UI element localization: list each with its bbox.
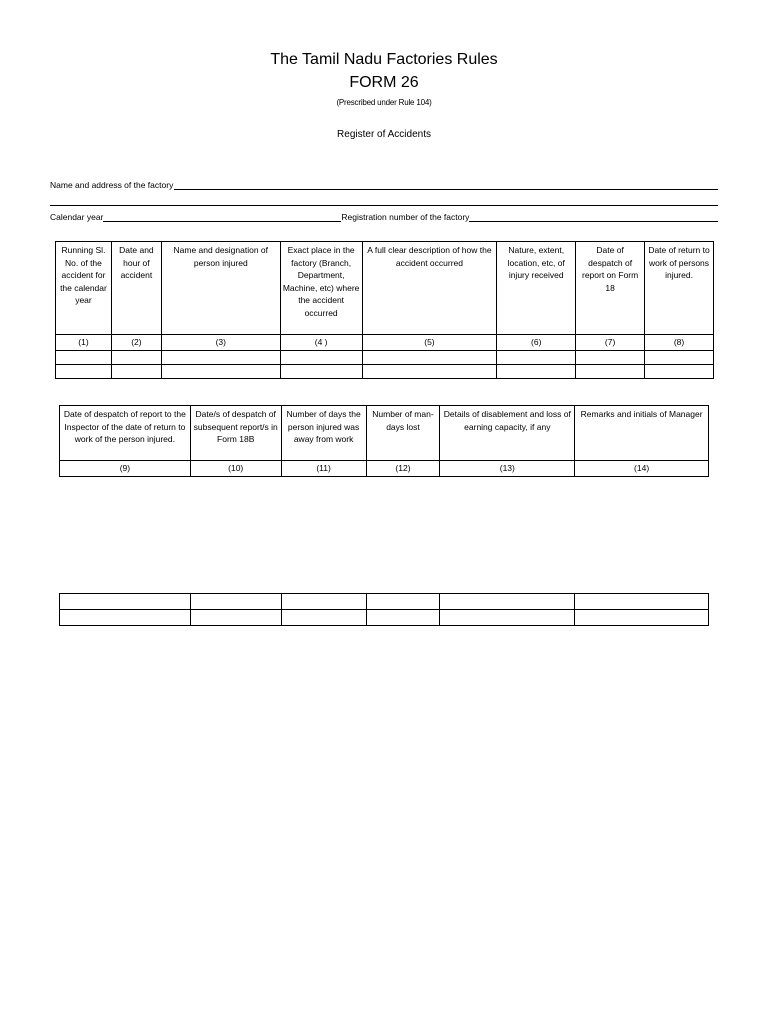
- table-cell[interactable]: [56, 364, 112, 378]
- table-cell[interactable]: [161, 350, 280, 364]
- table1-header-cell: Name and designation of person injured: [161, 242, 280, 335]
- register-heading: Register of Accidents: [337, 129, 431, 140]
- accident-register-table-part2: [59, 405, 709, 477]
- calendar-registration-field: [50, 212, 718, 222]
- table2-header-cell: Date/s of despatch of subsequent report/s in Form 18B: [190, 406, 281, 461]
- column-number: (13): [440, 461, 575, 477]
- column-number: (12): [366, 461, 440, 477]
- table-cell[interactable]: [575, 594, 709, 610]
- document-title: The Tamil Nadu Factories Rules: [270, 51, 498, 68]
- column-number: (9): [60, 461, 191, 477]
- table-cell[interactable]: [190, 594, 281, 610]
- accident-register-entry-table: [59, 593, 709, 626]
- table-cell[interactable]: [111, 350, 161, 364]
- column-number: (3): [161, 335, 280, 351]
- table-cell[interactable]: [362, 364, 497, 378]
- factory-name-address-label: Name and address of the factory: [50, 180, 174, 190]
- table2-header-cell: Date of despatch of report to the Inspector of the date of return to work of the person injured.: [60, 406, 191, 461]
- table-cell[interactable]: [56, 350, 112, 364]
- table-cell[interactable]: [645, 364, 714, 378]
- table2-header-cell: Number of man-days lost: [366, 406, 440, 461]
- column-number: (2): [111, 335, 161, 351]
- table-cell[interactable]: [497, 350, 576, 364]
- prescribed-note: (Prescribed under Rule 104): [336, 98, 432, 107]
- table-cell[interactable]: [190, 610, 281, 626]
- table-row: [56, 350, 714, 364]
- table1-header-cell: Date of return to work of persons injured.: [645, 242, 714, 335]
- table-cell[interactable]: [576, 350, 645, 364]
- table-cell[interactable]: [440, 610, 575, 626]
- table2-number-row: [60, 461, 709, 477]
- column-number: (5): [362, 335, 497, 351]
- table-cell[interactable]: [575, 610, 709, 626]
- column-number: (1): [56, 335, 112, 351]
- table1-number-row: [56, 335, 714, 351]
- table-cell[interactable]: [280, 350, 362, 364]
- table1-header-cell: Running Sl. No. of the accident for the calendar year: [56, 242, 112, 335]
- table2-header-cell: Details of disablement and loss of earning capacity, if any: [440, 406, 575, 461]
- column-number: (10): [190, 461, 281, 477]
- table1-header-cell: Nature, extent, location, etc, of injury received: [497, 242, 576, 335]
- column-number: (11): [281, 461, 366, 477]
- table-cell[interactable]: [111, 364, 161, 378]
- table-cell[interactable]: [60, 610, 191, 626]
- table-row: [60, 610, 709, 626]
- form-number: FORM 26: [349, 74, 419, 91]
- table-cell[interactable]: [645, 350, 714, 364]
- table-cell[interactable]: [161, 364, 280, 378]
- factory-address-second-line[interactable]: [50, 205, 718, 206]
- factory-name-address-field: [50, 180, 718, 190]
- table-cell[interactable]: [576, 364, 645, 378]
- table1-header-cell: Date of despatch of report on Form 18: [576, 242, 645, 335]
- table2-header-cell: Remarks and initials of Manager: [575, 406, 709, 461]
- calendar-year-label: Calendar year: [50, 212, 104, 222]
- registration-number-label: Registration number of the factory: [341, 212, 470, 222]
- table-cell[interactable]: [362, 350, 497, 364]
- accident-register-table-part1: [55, 241, 714, 379]
- table1-header-cell: Date and hour of accident: [111, 242, 161, 335]
- table-cell[interactable]: [280, 364, 362, 378]
- table-cell[interactable]: [497, 364, 576, 378]
- column-number: (4 ): [280, 335, 362, 351]
- table-cell[interactable]: [440, 594, 575, 610]
- column-number: (8): [645, 335, 714, 351]
- column-number: (7): [576, 335, 645, 351]
- table-row: [56, 364, 714, 378]
- table-cell[interactable]: [281, 610, 366, 626]
- column-number: (14): [575, 461, 709, 477]
- table1-header-row: [56, 242, 714, 335]
- column-number: (6): [497, 335, 576, 351]
- table-cell[interactable]: [366, 594, 440, 610]
- table1-header-cell: A full clear description of how the accident occurred: [362, 242, 497, 335]
- table2-header-row: [60, 406, 709, 461]
- table-cell[interactable]: [366, 610, 440, 626]
- calendar-year-blank[interactable]: [103, 212, 341, 222]
- table-cell[interactable]: [60, 594, 191, 610]
- factory-name-address-blank[interactable]: [174, 180, 718, 190]
- table-cell[interactable]: [281, 594, 366, 610]
- registration-number-blank[interactable]: [469, 212, 718, 222]
- table1-header-cell: Exact place in the factory (Branch, Department, Machine, etc) where the accident occurred: [280, 242, 362, 335]
- table2-header-cell: Number of days the person injured was away from work: [281, 406, 366, 461]
- table-row: [60, 594, 709, 610]
